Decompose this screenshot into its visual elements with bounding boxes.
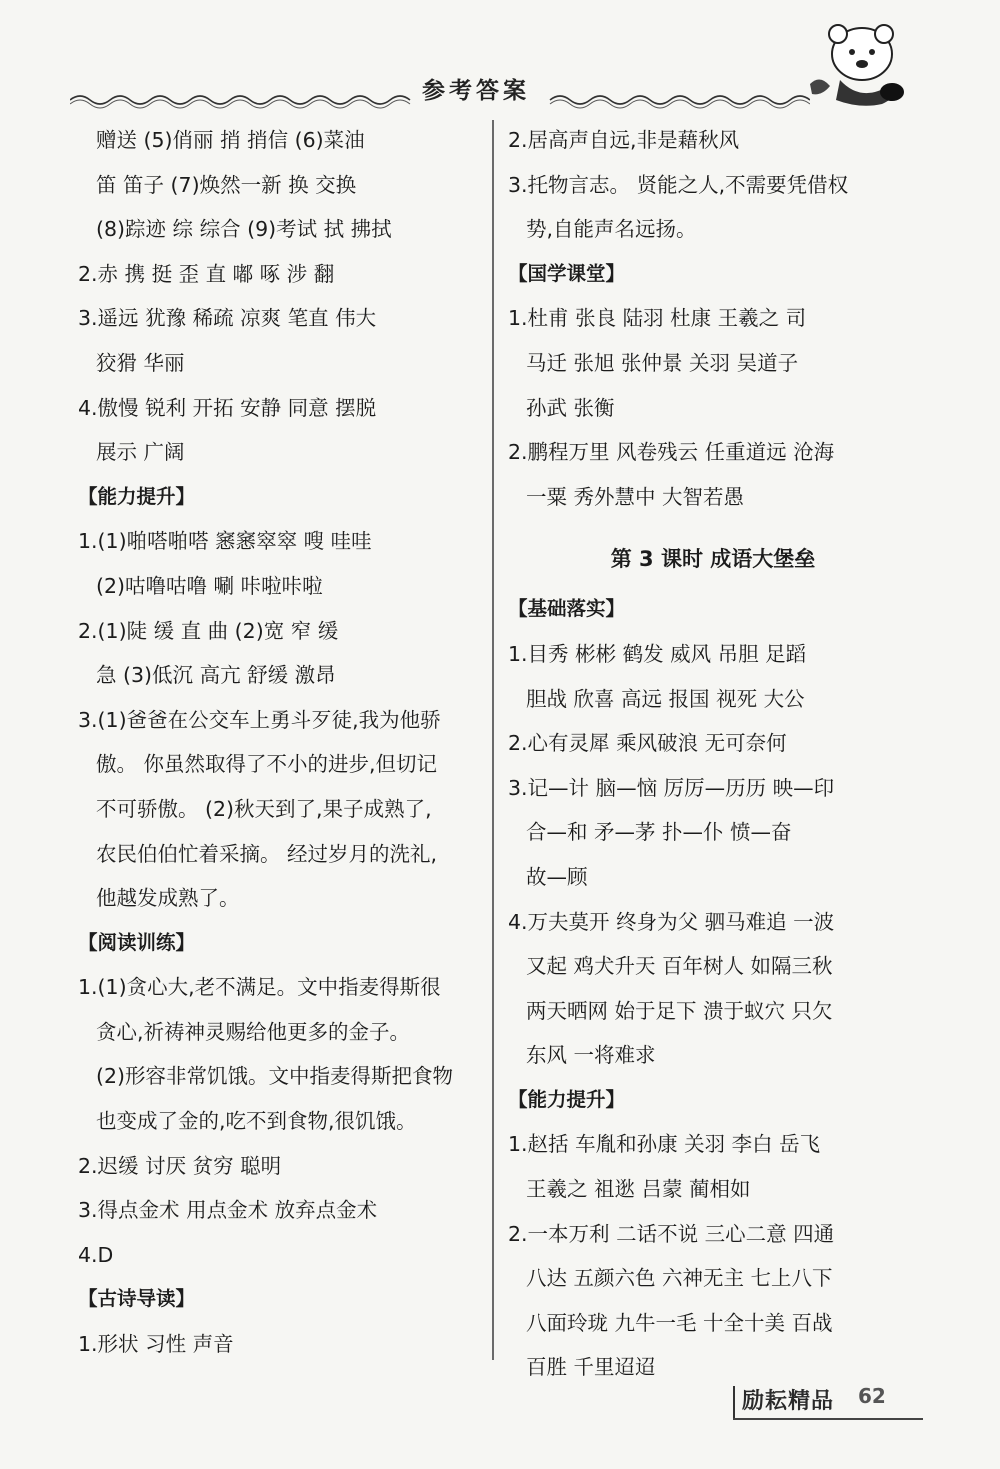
answer-line: 1.赵括 车胤和孙康 关羽 李白 岳飞 [508, 1132, 821, 1157]
answer-line: 2.鹏程万里 风卷残云 任重道远 沧海 [508, 440, 835, 465]
answer-line: 3.(1)爸爸在公交车上勇斗歹徒,我为他骄 [78, 707, 441, 732]
answer-line: 1.(1)贪心大,老不满足。文中指麦得斯很 [78, 975, 441, 1000]
answer-line: 傲。 你虽然取得了不小的进步,但切记 [96, 752, 438, 777]
section-heading: 【基础落实】 [508, 597, 626, 621]
answer-line: (2)咕噜咕噜 唰 咔啦咔啦 [96, 573, 323, 598]
right-column [508, 118, 918, 1390]
answer-line: 急 (3)低沉 高亢 舒缓 激昂 [96, 663, 336, 688]
answer-line: 赠送 (5)俏丽 捎 捎信 (6)菜油 [96, 128, 365, 152]
answer-line: 也变成了金的,吃不到食物,很饥饿。 [96, 1109, 417, 1134]
answer-line: 2.一本万利 二话不说 三心二意 四通 [508, 1221, 835, 1246]
answer-line: 1.杜甫 张良 陆羽 杜康 王羲之 司 [508, 306, 807, 331]
left-column [78, 118, 478, 1367]
answer-line: 2.心有灵犀 乘风破浪 无可奈何 [508, 731, 787, 756]
answer-line: 3.得点金术 用点金术 放弃点金术 [78, 1198, 378, 1223]
answer-line: 胆战 欣喜 高远 报国 视死 大公 [526, 686, 805, 711]
answer-line: 又起 鸡犬升天 百年树人 如隔三秋 [526, 954, 833, 979]
header-wave-rule [70, 88, 810, 112]
answer-line: 王羲之 祖逖 吕蒙 蔺相如 [526, 1177, 751, 1202]
footer-bar [733, 1386, 735, 1418]
answer-line: 他越发成熟了。 [96, 886, 240, 911]
answer-line: 展示 广阔 [96, 440, 185, 465]
answer-line: (2)形容非常饥饿。文中指麦得斯把食物 [96, 1064, 454, 1089]
section-heading: 【古诗导读】 [78, 1287, 196, 1311]
answer-line: 笛 笛子 (7)焕然一新 换 交换 [96, 172, 357, 197]
answer-line: 1.目秀 彬彬 鹤发 威风 吊胆 足蹈 [508, 641, 807, 666]
answer-line: 不可骄傲。 (2)秋天到了,果子成熟了, [96, 796, 432, 821]
footer-brand: 励耘精品 [742, 1389, 835, 1414]
answer-line: 2.赤 携 挺 歪 直 嘟 啄 涉 翻 [78, 261, 335, 286]
answer-line: 4.傲慢 锐利 开拓 安静 同意 摆脱 [78, 395, 377, 420]
section-heading: 【能力提升】 [78, 484, 196, 508]
lesson-title: 第 3 课时 成语大堡垒 [610, 547, 816, 572]
answer-line: 势,自能声名远扬。 [526, 217, 697, 242]
section-heading: 【国学课堂】 [508, 261, 626, 285]
answer-line: 4.D [78, 1242, 114, 1267]
answer-line: 3.记—计 脑—恼 厉厉—历历 映—印 [508, 775, 835, 800]
answer-line: 农民伯伯忙着采摘。 经过岁月的洗礼, [96, 841, 438, 866]
footer-rule [733, 1418, 923, 1420]
answer-line: 百胜 千里迢迢 [526, 1355, 656, 1380]
answer-line: 一粟 秀外慧中 大智若愚 [526, 484, 745, 509]
section-heading: 【阅读训练】 [78, 930, 196, 954]
answer-line: 贪心,祈祷神灵赐给他更多的金子。 [96, 1019, 411, 1044]
answer-line: 2.居高声自远,非是藉秋风 [508, 128, 740, 152]
answer-line: 2.(1)陡 缓 直 曲 (2)宽 窄 缓 [78, 618, 339, 643]
answer-line: 3.遥远 犹豫 稀疏 凉爽 笔直 伟大 [78, 306, 377, 331]
section-heading: 【能力提升】 [508, 1087, 626, 1111]
page-number: 62 [858, 1384, 886, 1408]
answer-line: 东风 一将难求 [526, 1043, 656, 1068]
answer-line: 狡猾 华丽 [96, 350, 185, 375]
answer-line: 马迁 张旭 张仲景 关羽 吴道子 [526, 350, 799, 375]
answer-line: 八达 五颜六色 六神无主 七上八下 [526, 1266, 833, 1291]
answer-line: 故—顾 [526, 864, 588, 889]
answer-line: (8)踪迹 综 综合 (9)考试 拭 拂拭 [96, 217, 392, 242]
page-header-title: 参考答案 [422, 77, 530, 104]
answer-line: 1.形状 习性 声音 [78, 1332, 234, 1357]
answer-line: 合—和 矛—茅 扑—仆 愤—奋 [526, 820, 792, 845]
answer-line: 1.(1)啪嗒啪嗒 窸窸窣窣 嗖 哇哇 [78, 529, 372, 554]
answer-line: 八面玲珑 九牛一毛 十全十美 百战 [526, 1310, 833, 1335]
column-divider [492, 120, 494, 1360]
answer-line: 4.万夫莫开 终身为父 驷马难追 一波 [508, 909, 835, 934]
answer-line: 两天晒网 始于足下 溃于蚁穴 只欠 [526, 998, 833, 1023]
answer-line: 孙武 张衡 [526, 395, 615, 420]
bear-mascot-illustration [800, 14, 910, 113]
answer-line: 2.迟缓 讨厌 贫穷 聪明 [78, 1153, 282, 1178]
answer-line: 3.托物言志。 贤能之人,不需要凭借权 [508, 172, 849, 197]
